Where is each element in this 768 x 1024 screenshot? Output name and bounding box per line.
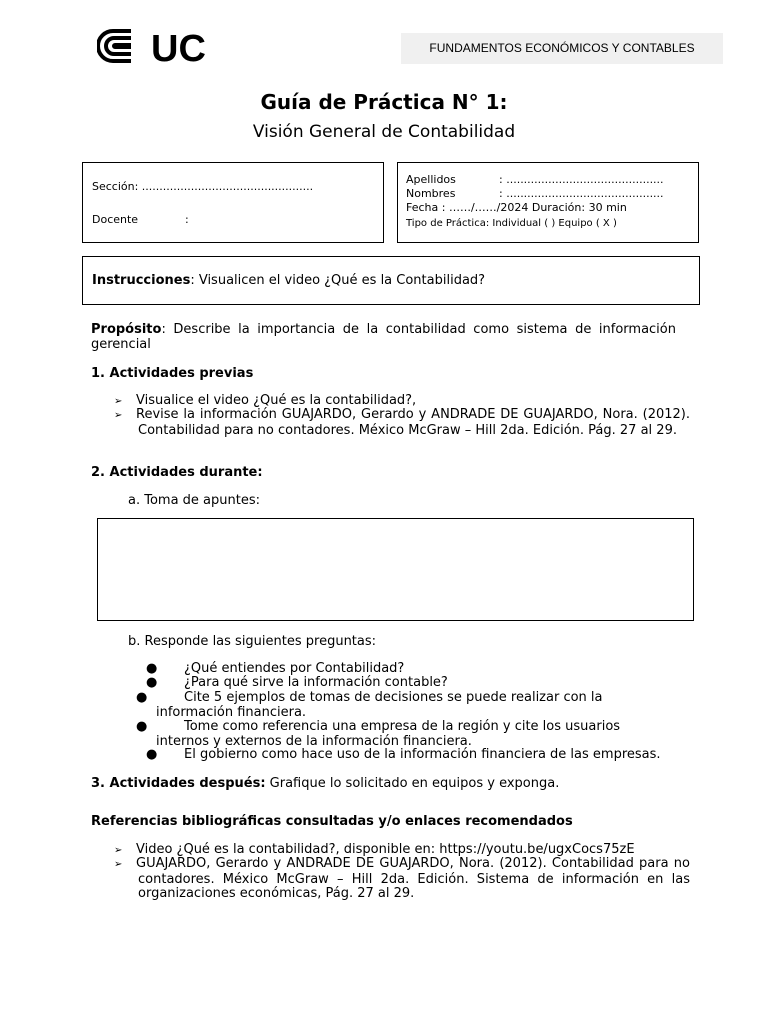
docente-row — [92, 213, 189, 226]
purpose-text: : Describe la importancia de la contabilidad como sistema de información gerencial — [91, 322, 676, 352]
sub-a-label: a. Toma de apuntes: — [128, 493, 261, 508]
apellidos-row — [406, 173, 664, 186]
list-item: ● ¿Para qué sirve la información contable? — [146, 675, 448, 690]
uc-logo-icon — [97, 28, 217, 66]
logo-text: UC — [151, 28, 206, 66]
references-heading: Referencias bibliográficas consultadas y/o enlaces recomendados — [91, 814, 573, 829]
notes-box[interactable] — [97, 518, 694, 621]
bullet-icon: ● — [146, 747, 158, 762]
docente-label: Docente — [92, 213, 139, 226]
list-item: ● El gobierno como hace uso de la información financiera de las empresas. — [146, 747, 661, 762]
list-item: ● Cite 5 ejemplos de tomas de decisiones se puede realizar con la información financiera. — [136, 690, 603, 720]
bullet-icon: ● — [136, 690, 148, 705]
list-item: ➢ Revise la información GUAJARDO, Gerardo y ANDRADE DE GUAJARDO, Nora. (2012). Contabilidad para no contadores. México McGraw – Hill 2da. Edición. Pág. 27 al 29. — [114, 407, 690, 438]
bullet-icon: ● — [146, 675, 158, 690]
section-3 — [91, 776, 676, 791]
seccion-label: Sección — [92, 180, 135, 193]
section-1-heading: 1. Actividades previas — [91, 366, 254, 381]
docente-value: : — [185, 213, 189, 226]
seccion-row — [92, 180, 313, 193]
student-info-box — [397, 162, 699, 243]
arrow-bullet-icon: ➢ — [114, 410, 123, 421]
list-item: ● Tome como referencia una empresa de la región y cite los usuarios internos y externos de la información financiera. — [136, 719, 621, 749]
seccion-value: : ................................................. — [134, 180, 314, 193]
apellidos-label: Apellidos — [406, 173, 456, 186]
list-item: ● ¿Qué entiendes por Contabilidad? — [146, 661, 405, 676]
purpose-label: Propósito — [91, 322, 162, 337]
instructions-box — [82, 256, 700, 305]
bullet-icon: ● — [136, 719, 148, 734]
bullet-icon: ● — [146, 661, 158, 676]
section-teacher-box — [82, 162, 384, 243]
section-3-label: 3. Actividades después: — [91, 776, 266, 791]
fecha-duracion: Fecha : ……/……/2024 Duración: 30 min — [406, 201, 627, 214]
course-header: FUNDAMENTOS ECONÓMICOS Y CONTABLES — [401, 33, 723, 64]
page-subtitle: Visión General de Contabilidad — [252, 122, 516, 142]
list-item: ➢ Visualice el video ¿Qué es la contabilidad?, — [114, 393, 417, 408]
instructions-label: Instrucciones — [92, 273, 191, 288]
page-title: Guía de Práctica N° 1: — [260, 90, 508, 114]
list-item: ➢ GUAJARDO, Gerardo y ANDRADE DE GUAJARDO, Nora. (2012). Contabilidad para no contadores. México McGraw – Hill 2da. Edición. Sistema de información en las organizaciones económicas, Pág. 27 al 29. — [114, 856, 690, 901]
section-3-text: Grafique lo solicitado en equipos y exponga. — [265, 776, 560, 791]
arrow-bullet-icon: ➢ — [114, 859, 123, 870]
sub-b-label: b. Responde las siguientes preguntas: — [128, 634, 377, 649]
nombres-label: Nombres — [406, 187, 456, 200]
instructions-body: : Visualicen el video ¿Qué es la Contabilidad? — [190, 273, 486, 288]
arrow-bullet-icon: ➢ — [114, 845, 123, 856]
nombres-value: : ............................................. — [499, 187, 664, 200]
nombres-row — [406, 187, 664, 200]
purpose — [91, 322, 676, 352]
tipo-practica: Tipo de Práctica: Individual ( ) Equipo ( X ) — [406, 218, 617, 229]
section-2-heading: 2. Actividades durante: — [91, 465, 263, 480]
list-item: ➢ Video ¿Qué es la contabilidad?, disponible en: https://youtu.be/ugxCocs75zE — [114, 842, 635, 857]
apellidos-value: : ............................................. — [499, 173, 664, 186]
arrow-bullet-icon: ➢ — [114, 396, 123, 407]
instructions-text — [92, 273, 485, 288]
